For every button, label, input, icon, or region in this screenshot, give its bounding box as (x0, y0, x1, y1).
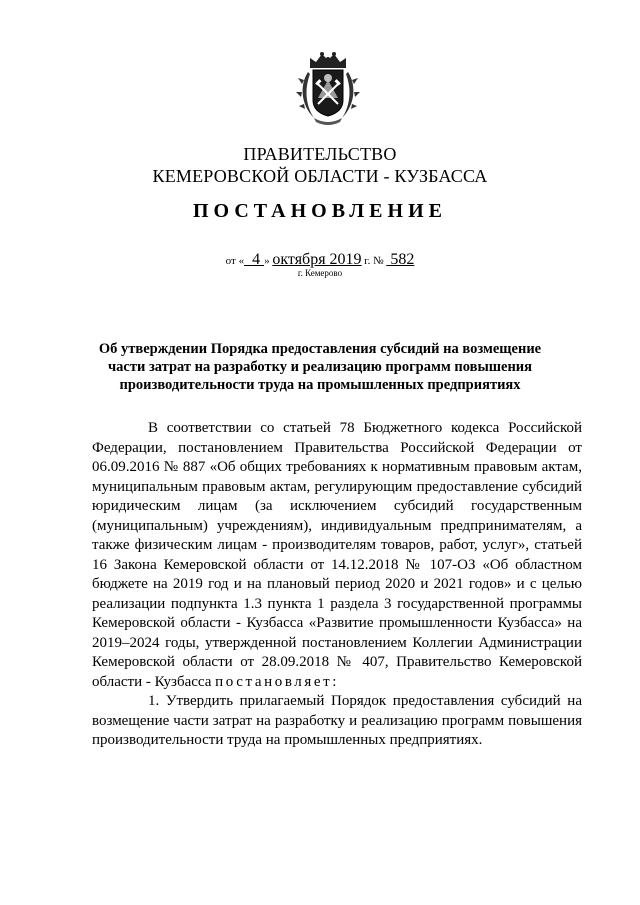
resolves-word: постановляет: (215, 673, 340, 690)
government-name-line2: КЕМЕРОВСКОЙ ОБЛАСТИ - КУЗБАССА (152, 166, 488, 186)
date-prefix: от « (225, 255, 245, 267)
kuzbass-coat-of-arms-icon (296, 50, 360, 126)
decree-month-year: октября 2019 (272, 251, 362, 268)
document-type-heading: ПОСТАНОВЛЕНИЕ (193, 200, 447, 222)
date-mid: » (264, 255, 270, 267)
decree-title: Об утверждении Порядка предоставления субсидий на возмещение части затрат на разработку и реализацию программ повышения производительности труда на промышленных предприятиях (98, 341, 542, 393)
body-paragraph-item-1: 1. Утвердить прилагаемый Порядок предоставления субсидий на возмещение части затрат на разработку и реализацию программ повышения производительности труда на промышленных предприятиях. (92, 693, 582, 748)
decree-dateline (0, 252, 640, 269)
decree-city: г. Кемерово (297, 268, 343, 278)
coat-of-arms-emblem (296, 50, 360, 126)
year-suffix: г. № (364, 255, 384, 267)
decree-number: 582 (390, 251, 415, 268)
body-paragraph-preamble: В соответствии со статьей 78 Бюджетного кодекса Российской Федерации, постановлением Правительства Российской Федерации от 06.09.2016 № 887 «Об общих требованиях к нормативным правовым актам, муниципальным правовым актам, регулирующим предоставление субсидий юридическим лицам (за исключением субсидий государственным (муниципальным) учреждениям), индивидуальным предпринимателям, а также физическим лицам - производителям товаров, работ, услуг», статьей 16 Закона Кемеровской области от 14.12.2018 № 107-ОЗ «Об областном бюджете на 2019 год и на плановый период 2020 и 2021 годов» и с целью реализации подпункта 1.3 пункта 1 раздела 3 государственной программы Кемеровской области - Кузбасса «Развитие промышленности Кузбасса» на 2019–2024 годы, утвержденной постановлением Коллегии Администрации Кемеровской области от 28.09.2018 № 407, Правительство Кемеровской области - Кузбасса постановляет: (92, 420, 582, 690)
decree-body (92, 419, 582, 751)
decree-day: 4 (252, 251, 261, 268)
government-name-line1: ПРАВИТЕЛЬСТВО (243, 144, 397, 164)
